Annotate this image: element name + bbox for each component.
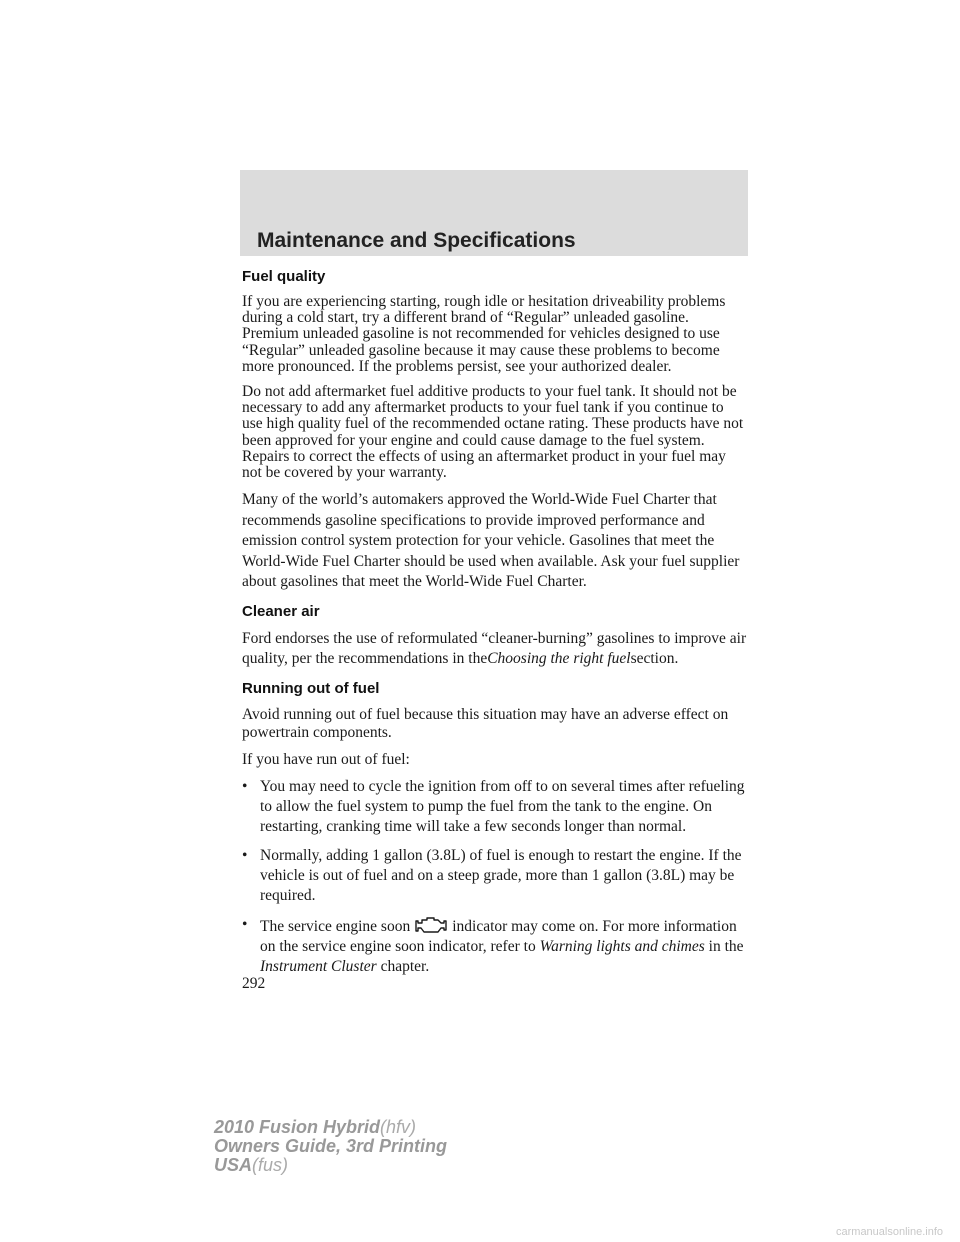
bullet-icon: • (242, 777, 248, 795)
page-number: 292 (242, 975, 266, 992)
link-choosing-right-fuel: Choosing the right fuel (487, 650, 631, 668)
heading-fuel-quality: Fuel quality (242, 268, 326, 285)
check-engine-icon (414, 915, 448, 935)
footer-line-3: USA(fus) (214, 1155, 289, 1175)
bullet-list (242, 777, 748, 977)
footer-line-2: Owners Guide, 3rd Printing (214, 1136, 448, 1156)
bullet-icon: • (242, 846, 248, 864)
heading-running-out: Running out of fuel (242, 679, 380, 697)
paragraph-running-out-2: If you have run out of fuel: (242, 750, 410, 768)
page-content (242, 268, 748, 986)
paragraph-fuel-quality-2: Do not add aftermarket fuel additive products to your fuel tank. It should not be necessary to add any aftermarket products to your fuel tank if you continue to use high quality fuel of the recommended octane rating. These products have not been approved for your engine and could cause damage to the fuel system. Repairs to correct the effects of using an aftermarket product in your fuel may not be covered by your warranty. (242, 383, 744, 482)
paragraph-running-out-1: Avoid running out of fuel because this situation may have an adverse effect on powertrain components. (242, 705, 729, 742)
list-item: • Normally, adding 1 gallon (3.8L) of fuel is enough to restart the engine. If the vehicle is out of fuel and on a steep grade, more than 1 gallon (3.8L) may be required. (242, 846, 742, 904)
footer (214, 1118, 447, 1175)
paragraph-fuel-quality-1: If you are experiencing starting, rough idle or hesitation driveability problems during a cold start, try a different brand of “Regular” unleaded gasoline. Premium unleaded gasoline is not recommended for vehicles designed to use “Regular” unleaded gasoline because it may cause these problems to become more pronounced. If the problems persist, see your authorized dealer. (242, 293, 726, 375)
paragraph-cleaner-air: Ford endorses the use of reformulated “cleaner-burning” gasolines to improve air quality, per the recommendations in theChoosing the right fuelsection. (242, 629, 747, 668)
list-item: • The service engine soon indicator may come on. For more information on the service engine soon indicator, refer to Warning lights and chimes in the Instrument Cluster chapter. (242, 915, 744, 975)
watermark: carmanualsonline.info (836, 1226, 944, 1238)
heading-cleaner-air: Cleaner air (242, 602, 320, 620)
page-title: Maintenance and Specifications (257, 229, 576, 252)
footer-line-1: 2010 Fusion Hybrid(hfv) (214, 1117, 417, 1137)
paragraph-fuel-quality-3: Many of the world’s automakers approved the World-Wide Fuel Charter that recommends gasoline specifications to provide improved performance and emission control system protection for your vehicle. Gasolines that meet the World-Wide Fuel Charter should be used when available. Ask your fuel supplier about gasolines that meet the World-Wide Fuel Charter. (242, 491, 740, 591)
list-item: • You may need to cycle the ignition from off to on several times after refueling to allow the fuel system to pump the fuel from the tank to the engine. On restarting, cranking time will take a few seconds longer than normal. (242, 777, 745, 835)
link-instrument-cluster: Instrument Cluster (260, 957, 377, 975)
link-warning-lights: Warning lights and chimes (539, 937, 705, 955)
bullet-icon: • (242, 915, 248, 933)
